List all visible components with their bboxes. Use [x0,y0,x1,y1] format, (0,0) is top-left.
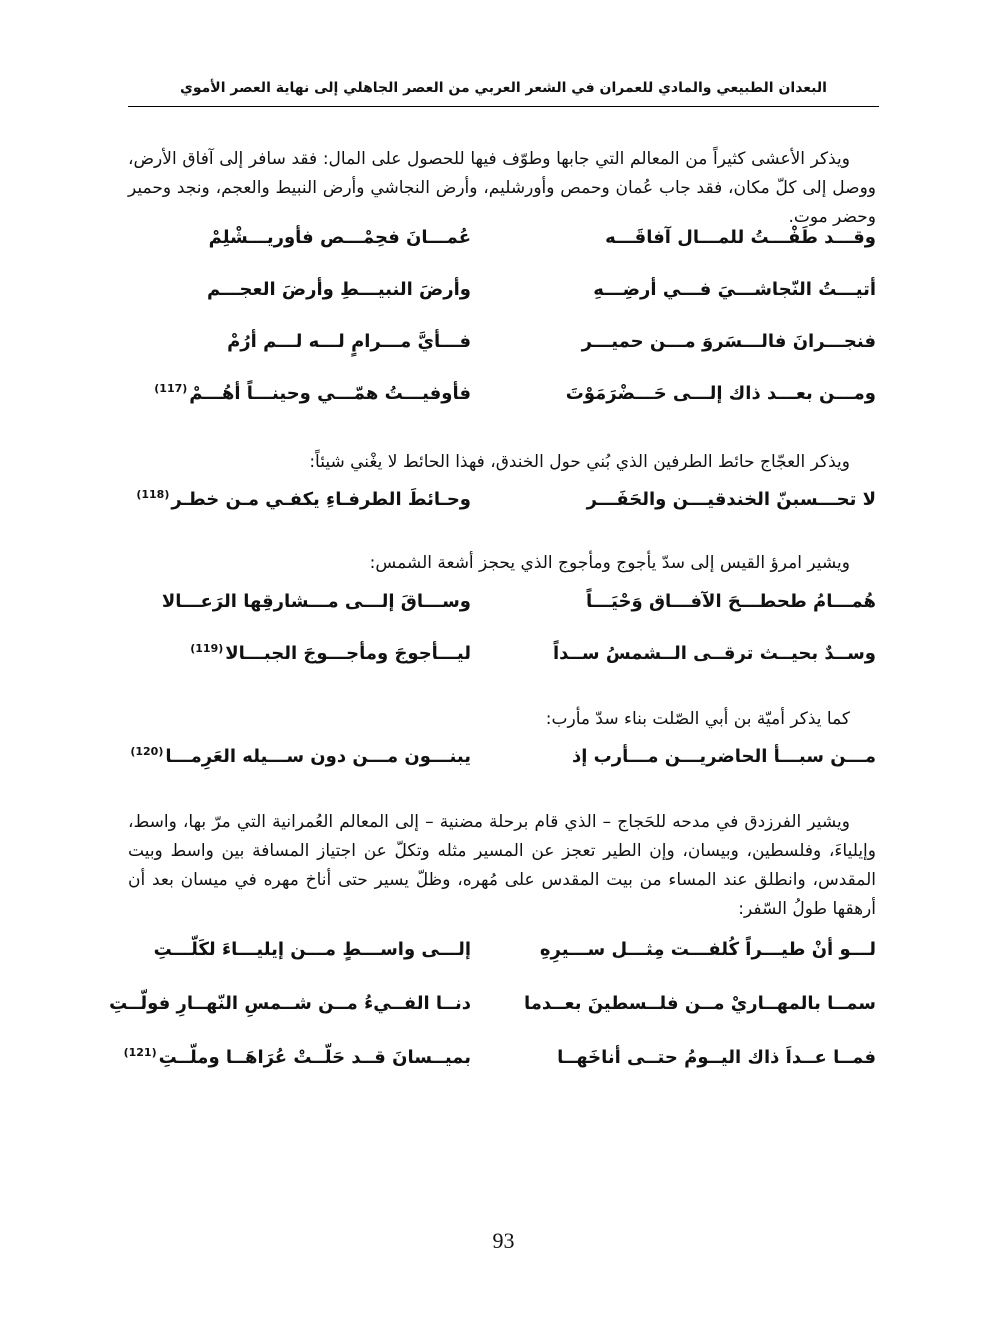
verse-second-hemistich: ليـــأجوجَ ومأجـــوجَ الجبـــالا$^{(119)}$ [190,642,471,664]
paragraph: ويشير الفرزدق في مدحه للحَجاج – الذي قام برحلة مضنية – إلى المعالم العُمرانية التي مرّ بها، واسط، وإيلياءَ، وفلسطين، وبيسان، وإن الطير تعجز عن المسير مثله وتكلّ عن اجتياز المسافة بين واسط وبيت المقدس، وانطلق عند المساء من بيت المقدس على مُهره، وظلّ يسير حتى أناخ مهره في ميسان بعد أن أرهقها طولُ السّفر: [128,812,876,919]
verse-line [128,484,876,516]
paragraph: كما يذكر أميّة بن أبي الصّلت بناء سدّ مأرب: [545,709,850,729]
footnote-marker: (118) [136,488,170,501]
verse-second-hemistich: يبنـــون مـــن دون ســـيله العَرِمـــا$^{(120)}$ [130,745,471,767]
footnote-marker: (117) [154,382,188,395]
verse-line [128,638,876,670]
verse-first-hemistich: لـــو أنْ طيـــراً كُلفـــت مِثـــل ســـيرِهِ [539,939,876,960]
verse-first-hemistich: فمــا عــداَ ذاك اليــومُ حتــى أناخَهــا [557,1047,876,1068]
verse-first-hemistich: أتيـــتُ النّجاشـــيَ فـــي أرضِـــهِ [593,279,876,300]
verse-first-hemistich: سمــا بالمهــاريْ مــن فلــسطينَ بعــدما [523,993,876,1014]
verse-line [128,934,876,966]
verse-first-hemistich: وســدٌ بحيــث ترقــى الــشمسُ ســداً [553,643,876,664]
footnote-marker: (120) [130,745,164,758]
verse-second-hemistich: فأوفيـــتُ همّـــي وحينـــاً أهُـــمْ$^{(117)}$ [154,382,471,404]
header-rule [128,106,879,107]
verse-second-hemistich: وحـائطَ الطرفـاءِ يكفـي مـن خطـر$^{(118)}$ [136,488,471,510]
verse-first-hemistich: وقـــد طَفْـــتُ للمـــال آفاقَـــه [605,227,876,248]
verse-second-hemistich: وأرضَ النبيـــطِ وأرضَ العجـــم [206,279,471,300]
verse-line [128,222,876,254]
page-number: 93 [492,1228,515,1253]
paragraph: ويذكر الأعشى كثيراً من المعالم التي جابها وطوّف فيها للحصول على المال: فقد سافر إلى آفاق الأرض، ووصل إلى كلّ مكان، فقد جاب عُمان وحمص وأورشليم، وأرض النجاشي وأرض النبيط والعجم، ونجد وحمير وحضر موت. [128,149,876,227]
verse-line [128,274,876,306]
verse-second-hemistich: وســـاقَ إلـــى مـــشارقِها الرَعـــالا [161,591,471,612]
paragraph: ويشير امرؤ القيس إلى سدّ يأجوج ومأجوج الذي يحجز أشعة الشمس: [369,553,850,573]
running-header: البعدان الطبيعي والمادي للعمران في الشعر العربي من العصر الجاهلي إلى نهاية العصر الأموي [180,80,827,96]
verse-first-hemistich: هُمـــامُ طحطـــحَ الآفـــاق وَحْيَـــاً [585,591,876,612]
verse-second-hemistich: بميــسانَ قــد حَلّــتْ عُرَاهَــا وملّــتِ$^{(121)}$ [123,1046,471,1068]
verse-line [123,1042,876,1074]
verse-first-hemistich: ومـــن بعـــد ذاك إلـــى حَـــضْرَمَوْتَ [565,383,876,404]
verse-second-hemistich: فـــأيَّ مـــرامٍ لـــه لـــم أرُمْ [227,331,471,352]
footnote-marker: (121) [123,1046,157,1059]
paragraph: ويذكر العجّاج حائط الطرفين الذي بُني حول الخندق، فهذا الحائط لا يغْني شيئاً: [309,452,850,472]
verse-line [128,326,876,358]
verse-first-hemistich: فنجـــرانَ فالـــسَروَ مـــن حميـــر [581,331,876,352]
verse-second-hemistich: دنــا الفــيءُ مــن شــمسِ النّهــارِ فولّــتِ [109,993,471,1014]
verse-second-hemistich: إلـــى واســـطٍ مـــن إيليـــاءَ لكَلّـــتِ [153,939,471,960]
footnote-marker: (119) [190,642,224,655]
verse-first-hemistich: مـــن سبـــأ الحاضريـــن مـــأرب إذ [571,746,876,767]
verse-first-hemistich: لا تحـــسبنّ الخندقيـــن والحَفَـــر [586,489,876,510]
verse-line [109,988,876,1020]
verse-line [128,741,876,773]
verse-second-hemistich: عُمـــانَ فحِمْـــص فأوريـــشْلِمْ [208,227,471,248]
verse-line [128,586,876,618]
verse-line [128,378,876,410]
